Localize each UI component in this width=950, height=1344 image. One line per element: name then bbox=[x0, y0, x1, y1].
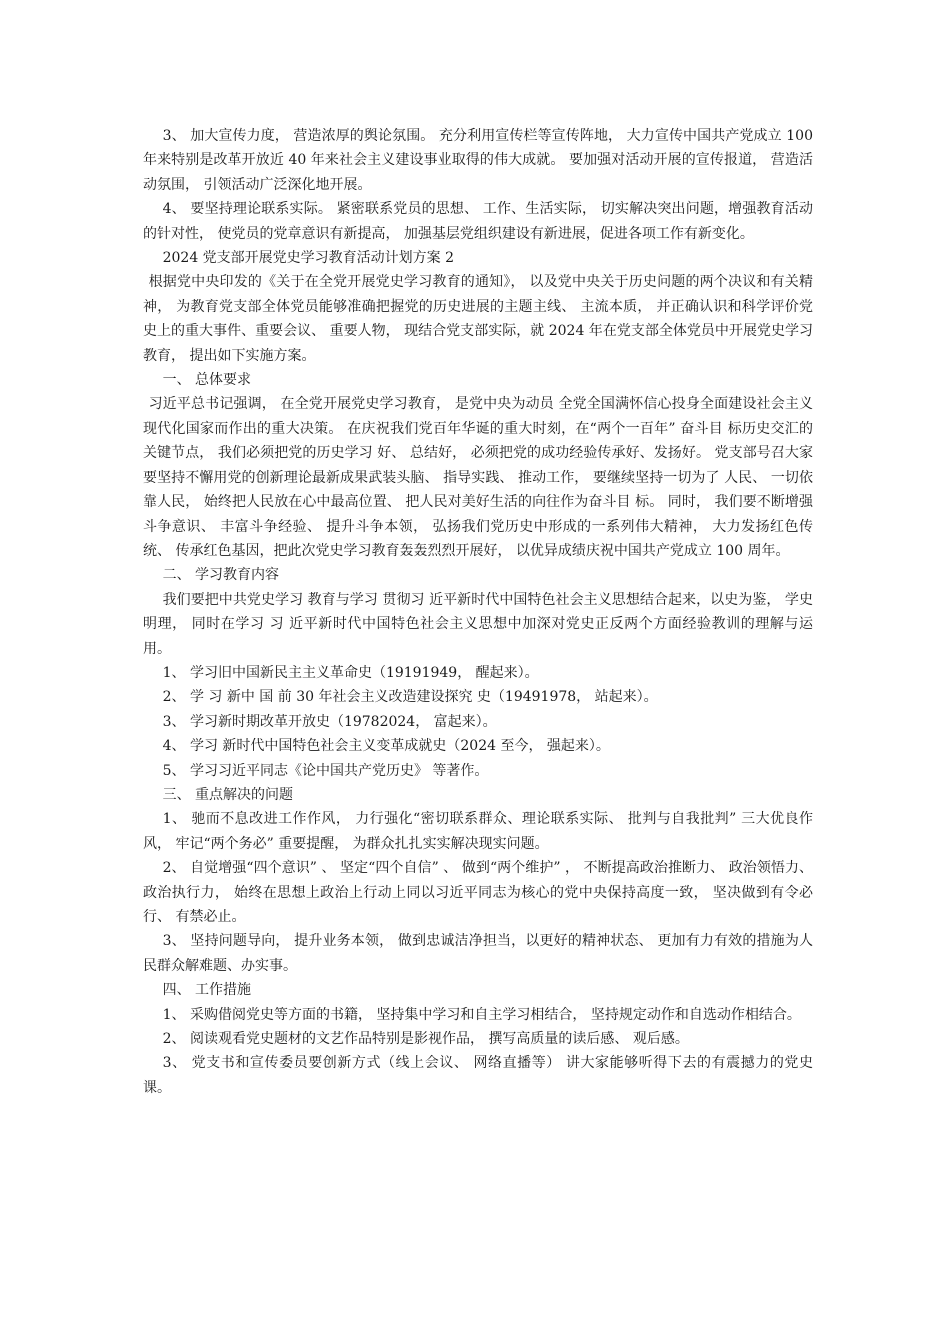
paragraph-intro: 根据党中央印发的《关于在全党开展党史学习教育的通知》， 以及党中央关于历史问题的两个决议和有关精神， 为教育党支部全体党员能够准确把握党的历史进展的主题主线、 主流本质， 并正确认识和科学评价党史上的重大事件、重要会议、 重要人物， 现结合党支部实际，就 2024 年在党支部全体党员中开展党史学习教育， 提出如下实施方案。 bbox=[143, 274, 813, 364]
list-item-problem-3: 3、 坚持问题导向， 提升业务本领， 做到忠诚洁净担当，以更好的精神状态、 更加有力有效的措施为人民群众解难题、办实事。 bbox=[143, 933, 813, 974]
document-body bbox=[143, 124, 813, 1100]
list-item-study-5: 5、 学习习近平同志《论中国共产党历史》 等著作。 bbox=[162, 762, 489, 779]
list-item-study-3: 3、 学习新时期改革开放史（19782024， 富起来）。 bbox=[162, 713, 497, 730]
paragraph-study-content: 我们要把中共党史学习 教育与学习 贯彻习 近平新时代中国特色社会主义思想结合起来，以史为鉴， 学史明理， 同时在学习 习 近平新时代中国特色社会主义思想中加深对党史正反两个方面经验教训的理解与运用。 bbox=[143, 591, 813, 657]
heading-study-content: 二、 学习教育内容 bbox=[162, 567, 280, 584]
list-item-measure-1: 1、 采购借阅党史等方面的书籍， 坚持集中学习和自主学习相结合， 坚持规定动作和自选动作相结合。 bbox=[162, 1006, 801, 1023]
paragraph-general-requirements: 习近平总书记强调， 在全党开展党史学习教育， 是党中央为动员 全党全国满怀信心投身全面建设社会主义现代化国家而作出的重大决策。 在庆祝我们党百年华诞的重大时刻，在“两个一百年” 奋斗目 标历史交汇的关键节点， 我们必须把党的历史学习 好、 总结好， 必须把党的成功经验传承好、发扬好。 党支部号召大家要坚持不懈用党的创新理论最新成果武装头脑、 指导实践、 推动工作， 要继续坚持一切为了 人民、 一切依靠人民， 始终把人民放在心中最高位置、 把人民对美好生活的向往作为奋斗目 标。 同时， 我们要不断增强斗争意识、 丰富斗争经验、 提升斗争本领， 弘扬我们党历史中形成的一系列伟大精神， 大力发扬红色传统、 传承红色基因，把此次党史学习教育轰轰烈烈开展好， 以优异成绩庆祝中国共产党成立 100 周年。 bbox=[143, 396, 813, 559]
list-item-study-2: 2、 学 习 新中 国 前 30 年社会主义改造建设探究 史（19491978， 站起来）。 bbox=[162, 689, 658, 706]
paragraph-propaganda: 3、 加大宣传力度， 营造浓厚的舆论氛围。 充分利用宣传栏等宣传阵地， 大力宣传中国共产党成立 100 年来特别是改革开放近 40 年来社会主义建设事业取得的伟大成就。 要加强对活动开展的宣传报道， 营造活动氛围， 引领活动广泛深化地开展。 bbox=[143, 128, 813, 193]
list-item-study-4: 4、 学习 新时代中国特色社会主义变革成就史（2024 至今， 强起来）。 bbox=[162, 738, 610, 755]
section-title-plan-2: 2024 党支部开展党史学习教育活动计划方案 2 bbox=[162, 250, 455, 267]
list-item-problem-1: 1、 驰而不息改进工作作风， 力行强化“密切联系群众、理论联系实际、 批判与自我批判” 三大优良作风， 牢记“两个务必” 重要提醒， 为群众扎扎实实解决现实问题。 bbox=[143, 811, 813, 852]
list-item-measure-3: 3、 党支书和宣传委员要创新方式（线上会议、 网络直播等） 讲大家能够听得下去的有震撼力的党史课。 bbox=[143, 1055, 813, 1096]
heading-work-measures: 四、 工作措施 bbox=[162, 982, 252, 999]
paragraph-theory-practice: 4、 要坚持理论联系实际。 紧密联系党员的思想、 工作、生活实际， 切实解决突出问题，增强教育活动的针对性， 使党员的党章意识有新提高， 加强基层党组织建设有新进展，促进各项工作有新变化。 bbox=[143, 201, 813, 242]
heading-general-requirements: 一、 总体要求 bbox=[162, 372, 252, 389]
list-item-study-1: 1、 学习旧中国新民主主义革命史（19191949， 醒起来）。 bbox=[162, 664, 539, 681]
list-item-problem-2: 2、 自觉增强“四个意识” 、 坚定“四个自信” 、 做到“两个维护” ， 不断提高政治推断力、 政治领悟力、 政治执行力， 始终在思想上政治上行动上同以习近平同志为核心的党中央保持高度一致， 坚决做到有令必行、 有禁必止。 bbox=[143, 860, 813, 925]
list-item-measure-2: 2、 阅读观看党史题材的文艺作品特别是影视作品， 撰写高质量的读后感、 观后感。 bbox=[162, 1031, 689, 1048]
heading-key-problems: 三、 重点解决的问题 bbox=[162, 786, 294, 803]
